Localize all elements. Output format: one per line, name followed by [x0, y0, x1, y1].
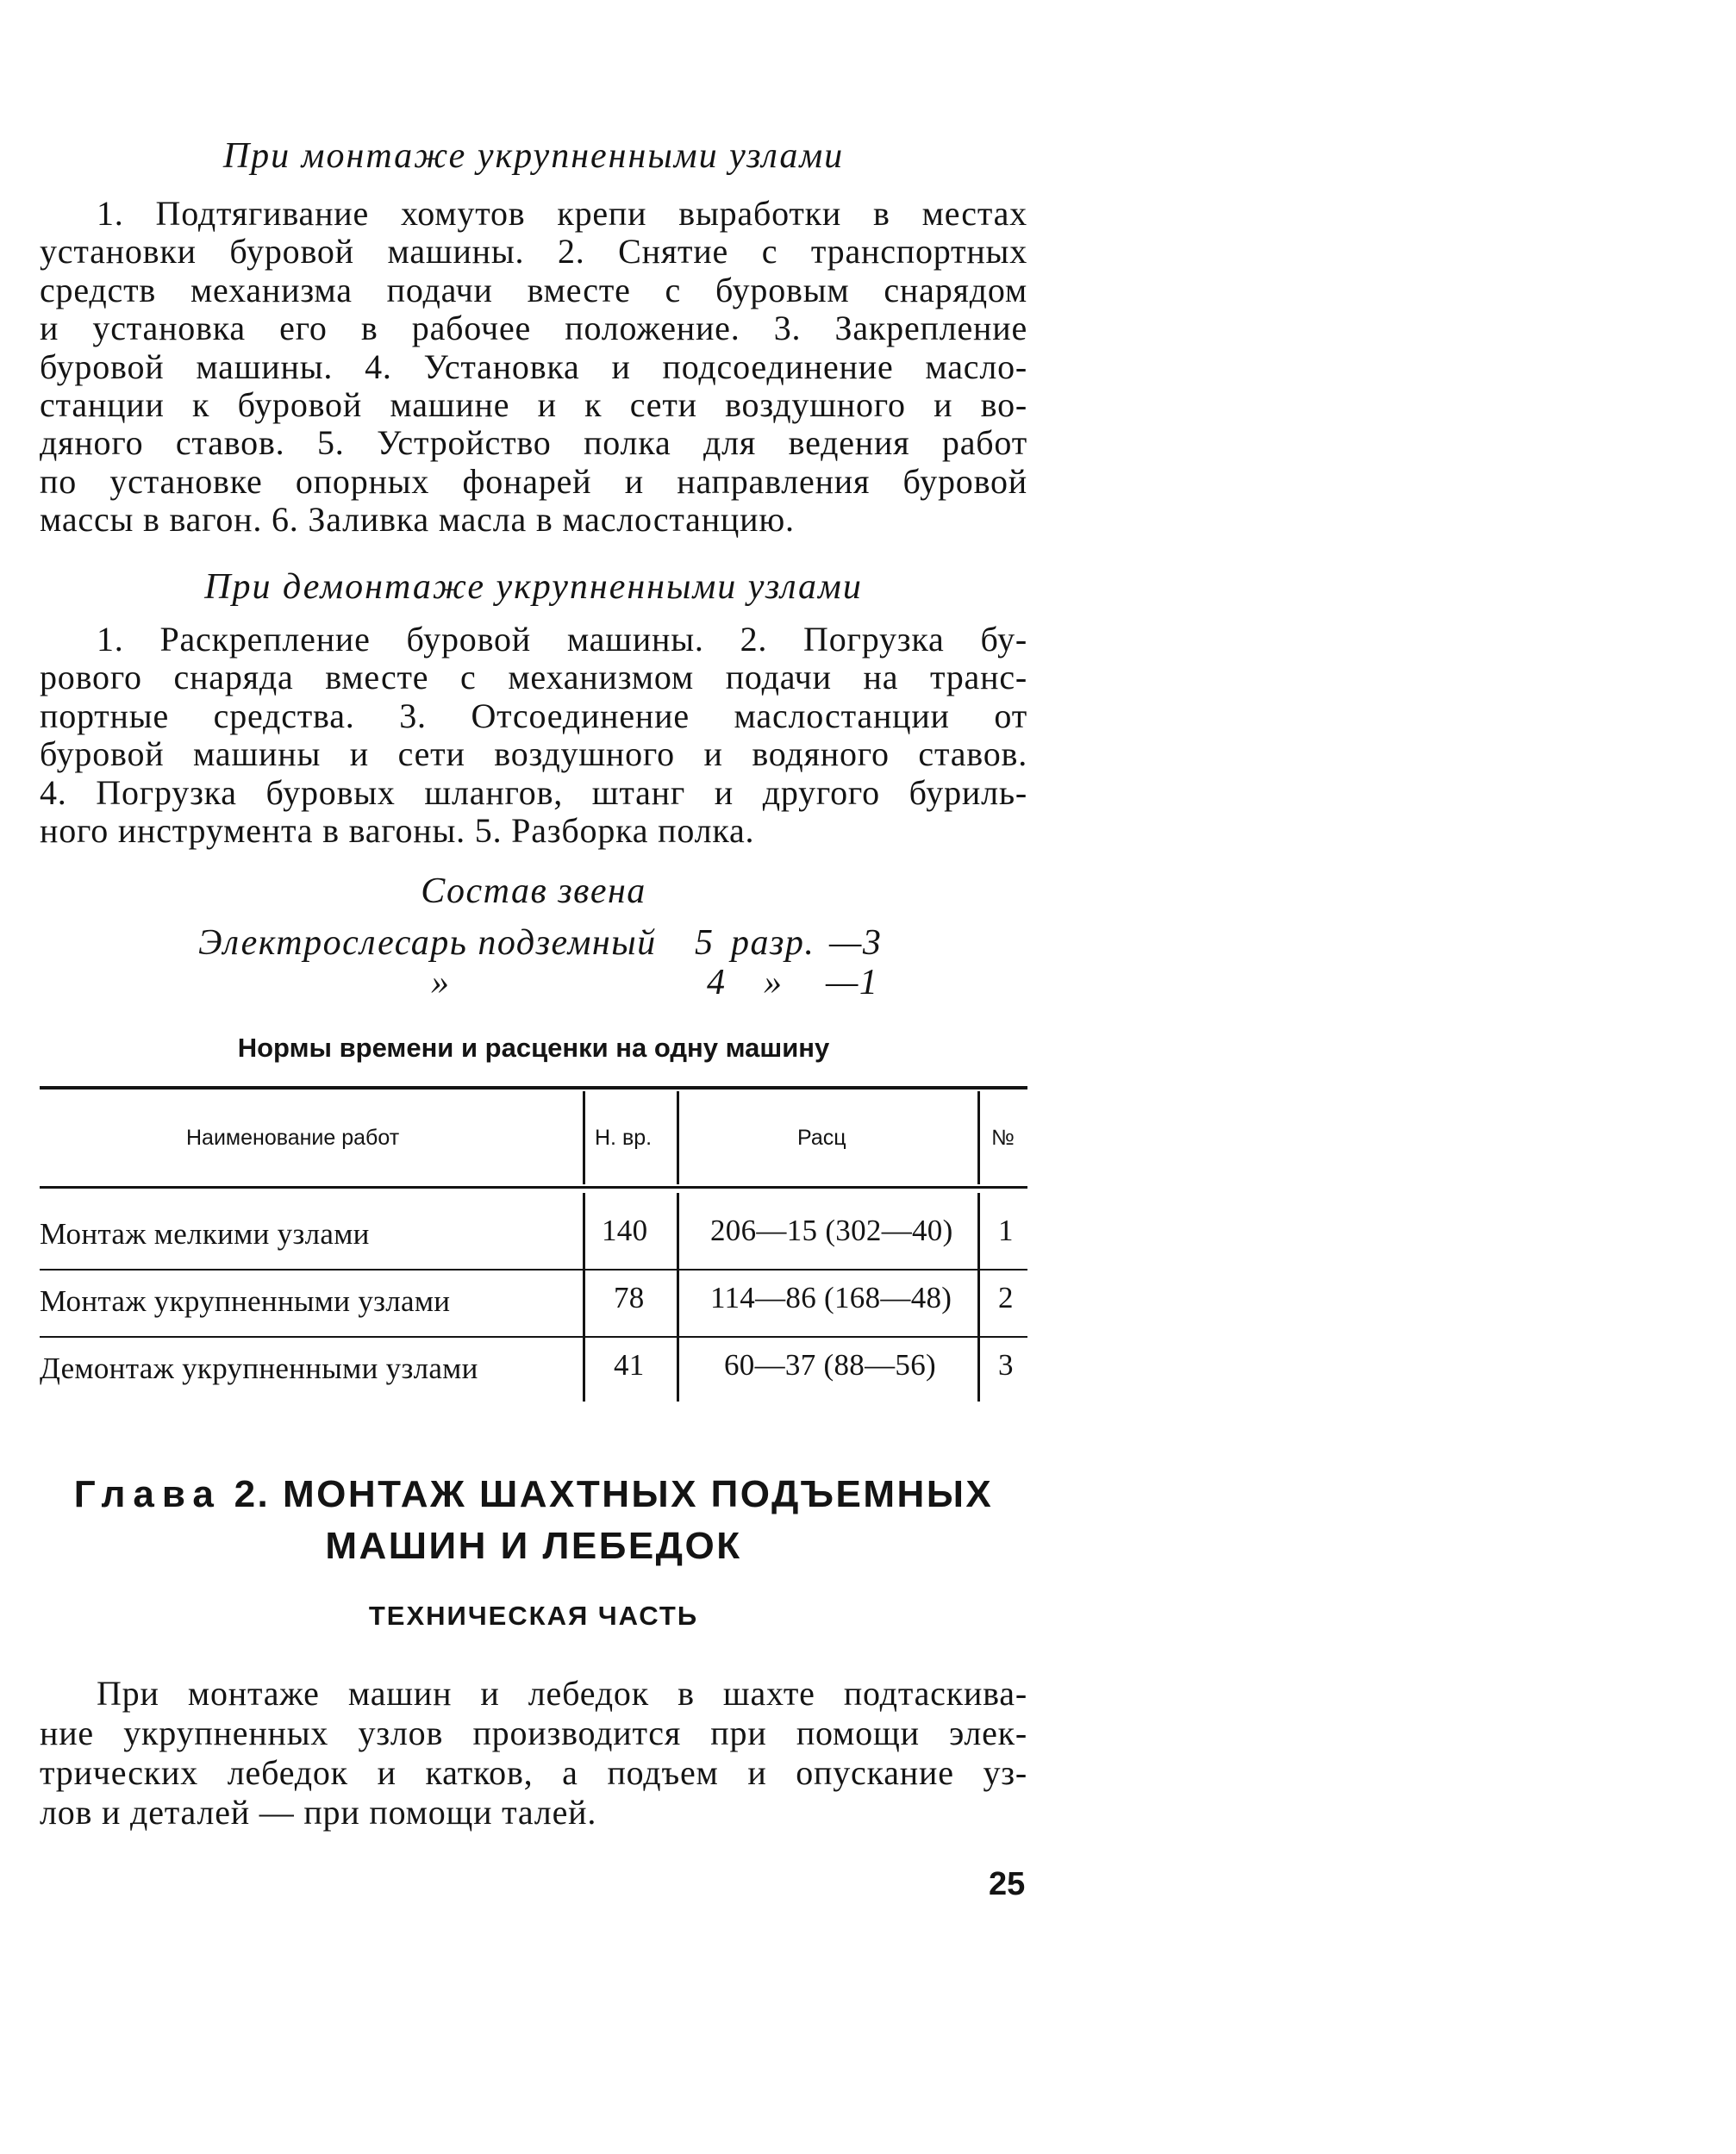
table-header-num: № [991, 1126, 1015, 1150]
table-cell-time: 41 [614, 1348, 645, 1382]
crew-grade-2: 4 [707, 963, 727, 1002]
page-number: 25 [989, 1866, 1026, 1902]
mounting-heading: При монтаже укрупненными узлами [222, 136, 845, 176]
table-column-rule [677, 1193, 679, 1402]
table-column-rule [583, 1193, 585, 1402]
crew-title: Состав звена [421, 871, 646, 911]
table-column-rule [583, 1091, 585, 1184]
text-line: лов и деталей — при помощи талей. [40, 1793, 597, 1832]
chapter-title-line1: МОНТАЖ ШАХТНЫХ ПОДЪЕМНЫХ [283, 1473, 994, 1515]
table-cell-name: Демонтаж укрупненными узлами [40, 1352, 478, 1385]
crew-unit-1: разр. [731, 923, 815, 963]
text-line: При монтаже машин и лебедок в шахте подтаскива- [97, 1674, 1027, 1713]
text-line: буровой машины. 4. Установка и подсоединение масло- [40, 347, 1027, 386]
technical-paragraph [40, 1674, 1027, 1832]
mounting-paragraph [40, 195, 1027, 540]
text-line: ного инструмента в вагоны. 5. Разборка полка. [40, 811, 755, 851]
table-header-time: Н. вр. [595, 1126, 653, 1150]
table-top-rule [40, 1086, 1027, 1089]
crew-profession-1: Электрослесарь подземный [198, 923, 657, 963]
text-line: буровой машины и сети воздушного и водяного ставов. [40, 734, 1027, 774]
table-header-name: Наименование работ [186, 1126, 400, 1150]
table-cell-name: Монтаж мелкими узлами [40, 1217, 370, 1251]
text-line: и установка его в рабочее положение. 3. Закрепление [40, 309, 1027, 348]
table-cell-num: 2 [998, 1281, 1014, 1314]
text-line: 4. Погрузка буровых шлангов, штанг и другого буриль- [40, 772, 1027, 812]
chapter-heading [40, 1470, 1027, 1519]
text-line: рового снаряда вместе с механизмом подачи на транс- [40, 658, 1027, 697]
crew-count-1: —3 [829, 923, 883, 963]
text-line: станции к буровой машине и к сети воздушного и во- [40, 385, 1027, 425]
text-line: массы в вагон. 6. Заливка масла в маслостанцию. [40, 500, 795, 540]
table-column-rule [977, 1193, 980, 1402]
table-row-rule [40, 1269, 1027, 1271]
text-line: 1. Раскрепление буровой машины. 2. Погрузка бу- [97, 620, 1027, 659]
table-cell-num: 3 [998, 1348, 1014, 1382]
table-cell-rate: 206—15 (302—40) [710, 1214, 953, 1247]
text-line: ние укрупненных узлов производится при помощи элек- [40, 1714, 1027, 1752]
crew-count-2: —1 [826, 963, 879, 1002]
table-cell-rate: 60—37 (88—56) [724, 1348, 936, 1382]
dismounting-paragraph [40, 621, 1027, 850]
table-cell-time: 78 [614, 1281, 645, 1314]
table-cell-time: 140 [602, 1214, 648, 1247]
table-header-rule [40, 1186, 1027, 1189]
crew-grade-1: 5 [695, 923, 715, 963]
dismounting-heading: При демонтаже укрупненными узлами [204, 567, 863, 607]
section-title: ТЕХНИЧЕСКАЯ ЧАСТЬ [368, 1601, 699, 1631]
table-header-rate: Расц [797, 1126, 846, 1150]
table-column-rule [977, 1091, 980, 1184]
crew-profession-2: » [431, 963, 451, 1002]
table-column-rule [677, 1091, 679, 1184]
table-row-rule [40, 1336, 1027, 1338]
table-cell-name: Монтаж укрупненными узлами [40, 1284, 451, 1318]
table-cell-rate: 114—86 (168—48) [710, 1281, 952, 1314]
table-cell-num: 1 [998, 1214, 1014, 1247]
text-line: по установке опорных фонарей и направления буровой [40, 461, 1027, 501]
text-line: трических лебедок и катков, а подъем и опускание уз- [40, 1753, 1027, 1792]
table-caption: Нормы времени и расценки на одну машину [237, 1033, 830, 1063]
text-line: портные средства. 3. Отсоединение маслостанции от [40, 696, 1027, 735]
text-line: 1. Подтягивание хомутов крепи выработки в местах [97, 194, 1027, 233]
text-line: дяного ставов. 5. Устройство полка для ведения работ [40, 423, 1027, 463]
chapter-number: 2. [234, 1473, 271, 1515]
crew-unit-2: » [764, 963, 784, 1002]
text-line: средств механизма подачи вместе с буровым снарядом [40, 270, 1027, 309]
chapter-title-line2: МАШИН И ЛЕБЕДОК [325, 1525, 742, 1567]
text-line: установки буровой машины. 2. Снятие с транспортных [40, 232, 1027, 272]
chapter-label: Глава [73, 1473, 222, 1515]
